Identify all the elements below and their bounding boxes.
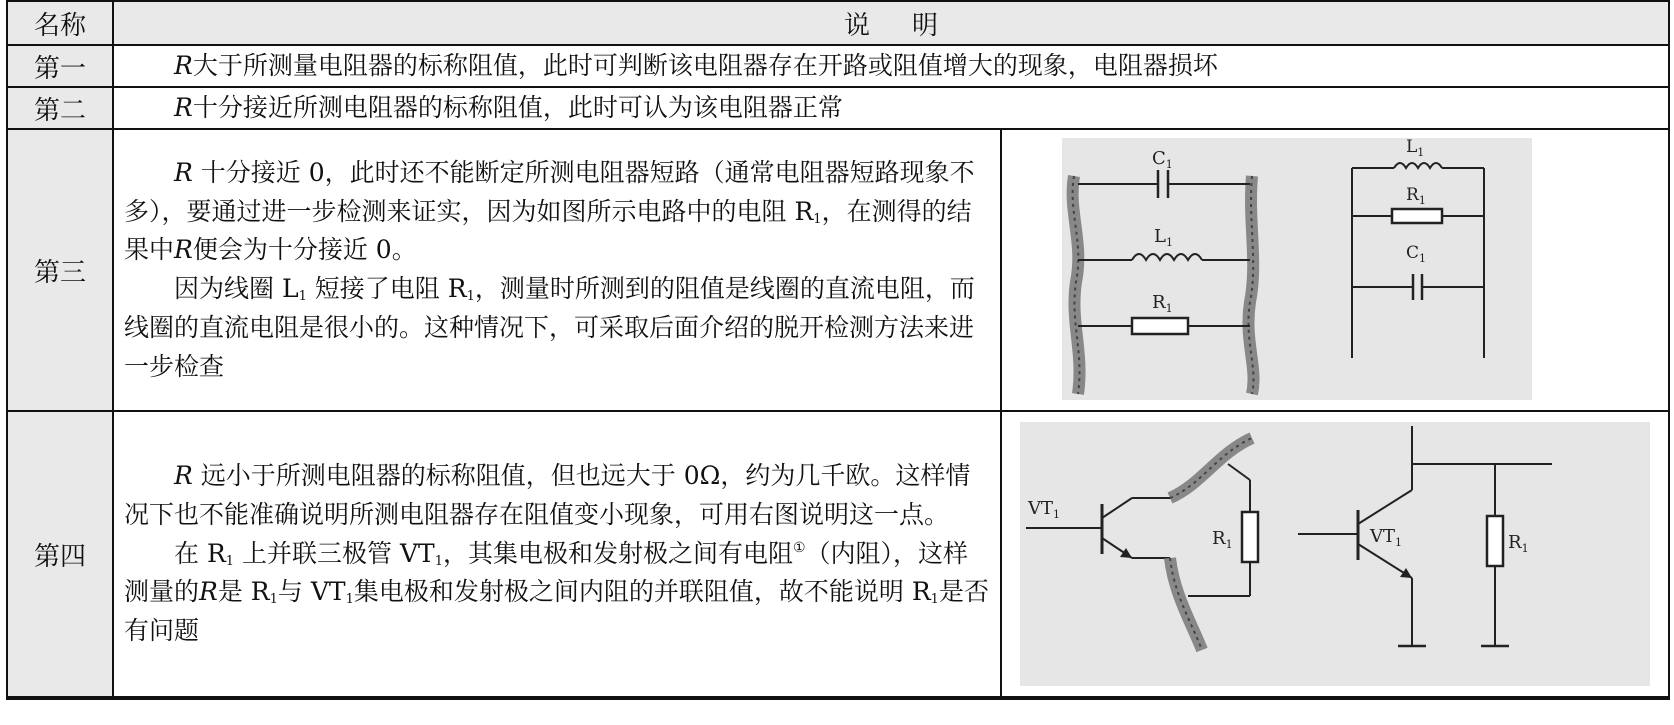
row-text-2 — [113, 87, 1669, 129]
row-2-description: 十分接近所测电阻器的标称阻值，此时可认为该电阻器正常 — [192, 92, 843, 122]
resistance-measurement-table — [6, 0, 1670, 700]
text-run: 短接了电阻 R — [306, 274, 467, 303]
text-run: ，测量时所测到的阻值是线圈的直流电阻，而线圈的直流电阻是很小的。这种情况下，可采取后面介绍的脱开检测方法来进一步检查 — [124, 274, 975, 381]
r-symbol: R — [199, 577, 218, 607]
label-r1: $R_1$ — [1212, 528, 1233, 551]
text-run: 便会为十分接近 0。 — [192, 235, 417, 265]
footnote-marker: ① — [792, 539, 806, 556]
label-vt1: $VT_1$ — [1028, 498, 1061, 521]
text-run: 与 VT — [277, 577, 346, 607]
label-c1: $C_1$ — [1152, 148, 1173, 171]
label-r1: $R_1$ — [1508, 532, 1529, 555]
paragraph — [124, 457, 990, 535]
resistor — [1487, 516, 1503, 566]
paragraph — [124, 535, 990, 651]
subscript: 1 — [298, 289, 307, 304]
resistor — [1242, 512, 1258, 562]
subscript: 1 — [466, 289, 475, 304]
subscript: 1 — [269, 592, 278, 608]
resistor — [1132, 318, 1188, 334]
label-l1: $L_1$ — [1406, 137, 1425, 159]
header-description: 说明 — [113, 1, 1669, 45]
r-symbol: R — [174, 157, 193, 187]
r-symbol: R — [174, 461, 193, 491]
text-run: 集电极和发射极之间内阻的并联阻值，故不能说明 R — [353, 577, 931, 607]
figure-cell-4 — [1001, 411, 1669, 698]
table-row — [7, 45, 1669, 87]
paragraph — [124, 270, 990, 386]
text-run: ，其集电极和发射极之间有电阻 — [442, 538, 793, 568]
subscript: 1 — [930, 592, 939, 608]
figure-cell-3 — [1001, 129, 1669, 411]
r-symbol: R — [174, 92, 193, 122]
figure-background — [1020, 422, 1650, 686]
text-run: 上并联三极管 VT — [234, 538, 435, 568]
table-row — [7, 129, 1669, 411]
label-r1: $R_1$ — [1152, 292, 1173, 315]
label-c1: $C_1$ — [1406, 243, 1427, 265]
r-symbol: R — [174, 235, 193, 265]
table-row — [7, 411, 1669, 698]
text-run: 因为线圈 L — [174, 274, 299, 303]
row-name-1: 第一 — [7, 45, 113, 87]
label-vt1: $VT_1$ — [1370, 526, 1403, 549]
text-run: 是 R — [217, 577, 270, 607]
text-run: ，在测得的结果中 — [124, 196, 972, 265]
resistor — [1392, 209, 1442, 223]
row-name-4: 第四 — [7, 411, 113, 698]
figure-background — [1062, 138, 1532, 400]
r-symbol: R — [174, 50, 193, 80]
lc-parallel-circuit-figure — [1002, 132, 1668, 408]
lead-wire-left — [1073, 176, 1080, 394]
paragraph — [124, 154, 990, 270]
row-text-4 — [113, 411, 1001, 698]
row-name-2: 第二 — [7, 87, 113, 129]
table-row — [7, 87, 1669, 129]
text-run: （内阻），这样测量的 — [124, 538, 969, 607]
subscript: 1 — [345, 592, 354, 608]
text-run: 是否有问题 — [124, 577, 989, 646]
subscript: 1 — [225, 553, 235, 569]
subscript: 1 — [813, 211, 822, 227]
transistor-parallel-figure — [1002, 414, 1668, 694]
subscript: 1 — [434, 553, 443, 569]
text-run: 十分接近 0，此时还不能断定所测电阻器短路（通常电阻器短路现象不多），要通过进一步检测来证实，因为如图所示电路中的电阻 R — [124, 157, 975, 226]
row-text-1 — [113, 45, 1669, 87]
header-name: 名称 — [7, 1, 113, 45]
row-1-description: 大于所测量电阻器的标称阻值，此时可判断该电阻器存在开路或阻值增大的现象，电阻器损坏 — [192, 50, 1218, 80]
text-run: 远小于所测电阻器的标称阻值，但也远大于 0Ω，约为几千欧。这样情况下也不能准确说明所测电阻器存在阻值变小现象，可用右图说明这一点。 — [124, 461, 971, 529]
header-row — [7, 1, 1669, 45]
row-text-3 — [113, 129, 1001, 411]
lead-wire-right — [1248, 176, 1253, 394]
label-r1: $R_1$ — [1406, 185, 1426, 207]
label-l1: $L_1$ — [1154, 226, 1173, 249]
text-run: 在 R — [174, 538, 226, 568]
row-name-3: 第三 — [7, 129, 113, 411]
